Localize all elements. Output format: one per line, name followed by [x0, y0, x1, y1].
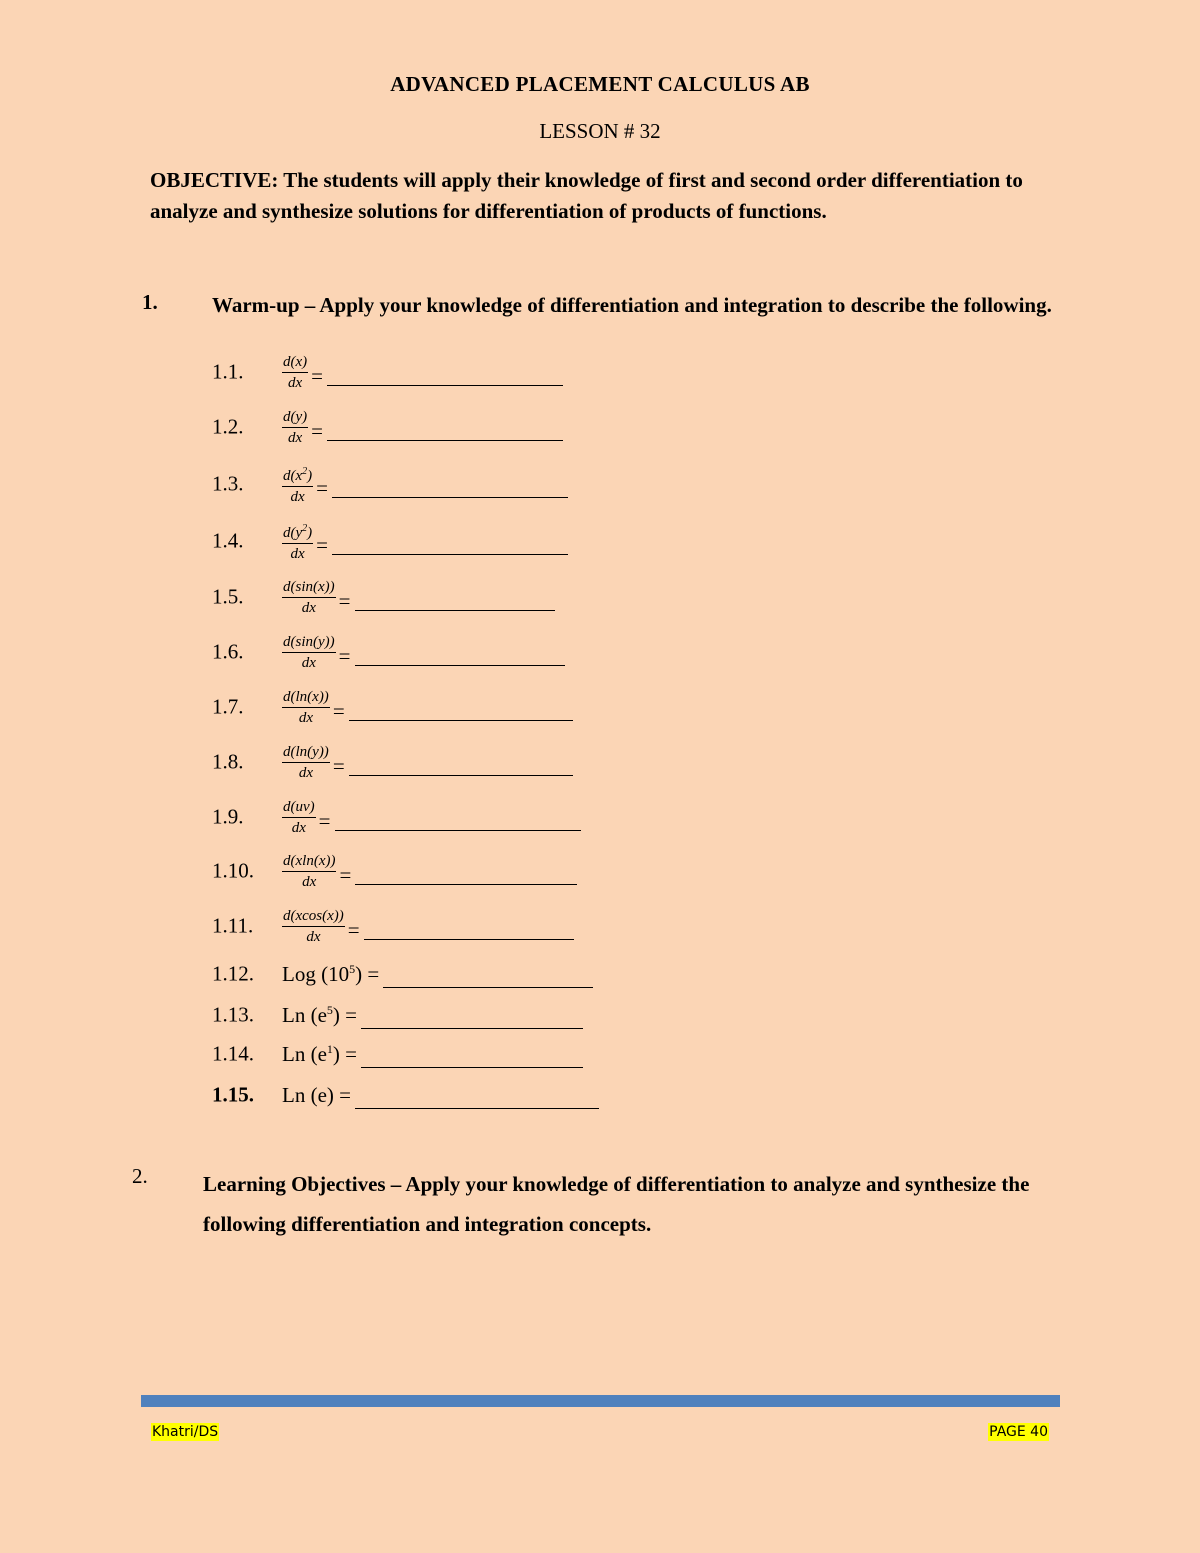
question-number: 1.13.: [212, 1002, 254, 1027]
question-number: 1.1.: [212, 359, 244, 384]
answer-blank[interactable]: [355, 1094, 599, 1109]
answer-blank[interactable]: [361, 1053, 583, 1068]
answer-blank[interactable]: [355, 651, 565, 666]
question-number: 1.3.: [212, 471, 244, 496]
objective-text: OBJECTIVE: The students will apply their knowledge of first and second order differentiation to analyze and synthesize solutions for differentiation of products of functions.: [150, 168, 1023, 223]
answer-blank[interactable]: [332, 483, 568, 498]
lesson-number: LESSON # 32: [539, 119, 661, 143]
question-number: 1.2.: [212, 414, 244, 439]
derivative-fraction: $\frac{d(y)}{dx}$: [283, 408, 308, 446]
question-number: 1.4.: [212, 528, 244, 553]
section-1-number: 1.: [142, 290, 158, 314]
derivative-fraction: $\frac{d(y^2)}{dx}$: [282, 520, 313, 563]
footer-divider: [141, 1395, 1060, 1407]
derivative-fraction: $\frac{d(xln(x))}{dx}$: [283, 852, 336, 890]
question-number: 1.15.: [212, 1082, 254, 1107]
answer-blank[interactable]: [335, 816, 581, 831]
answer-blank[interactable]: [364, 925, 574, 940]
answer-blank[interactable]: [332, 540, 568, 555]
question-number: 1.11.: [212, 913, 254, 938]
derivative-fraction: $\frac{d(x^2)}{dx}$: [282, 463, 313, 506]
answer-blank[interactable]: [327, 426, 563, 441]
section-2-number: 2.: [132, 1164, 148, 1188]
question-number: 1.14.: [212, 1041, 254, 1066]
answer-blank[interactable]: [327, 371, 563, 386]
question-number: 1.8.: [212, 749, 244, 774]
question-number: 1.6.: [212, 639, 244, 664]
answer-blank[interactable]: [355, 596, 555, 611]
question-number: 1.9.: [212, 804, 244, 829]
question-number: 1.10.: [212, 858, 254, 883]
derivative-fraction: $\frac{d(\sin(x))}{dx}$: [283, 578, 335, 616]
footer-page-number: PAGE 40: [989, 1424, 1048, 1440]
document-title: ADVANCED PLACEMENT CALCULUS AB: [390, 72, 810, 96]
derivative-fraction: $\frac{d(\sin(y))}{dx}$: [283, 633, 335, 671]
section-1-heading: Warm-up – Apply your knowledge of differentiation and integration to describe the following.: [212, 293, 1052, 317]
footer-author: Khatri/DS: [152, 1424, 219, 1440]
answer-blank[interactable]: [383, 973, 593, 988]
question-number: 1.5.: [212, 584, 244, 609]
derivative-fraction: $\frac{d(\ln(y))}{dx}$: [283, 743, 329, 781]
answer-blank[interactable]: [349, 706, 573, 721]
derivative-fraction: $\frac{d(\ln(x))}{dx}$: [283, 688, 329, 726]
derivative-fraction: $\frac{d(x)}{dx}$: [283, 353, 308, 391]
derivative-fraction: $\frac{d(uv)}{dx}$: [283, 798, 315, 836]
question-number: 1.7.: [212, 694, 244, 719]
answer-blank[interactable]: [349, 761, 573, 776]
question-number: 1.12.: [212, 961, 254, 986]
derivative-fraction: $\frac{d(xcos(x))}{dx}$: [283, 907, 344, 945]
answer-blank[interactable]: [361, 1014, 583, 1029]
section-2-heading: Learning Objectives – Apply your knowledge of differentiation to analyze and synthesize the following differentiation and integration concepts.: [203, 1172, 1030, 1236]
answer-blank[interactable]: [355, 870, 577, 885]
